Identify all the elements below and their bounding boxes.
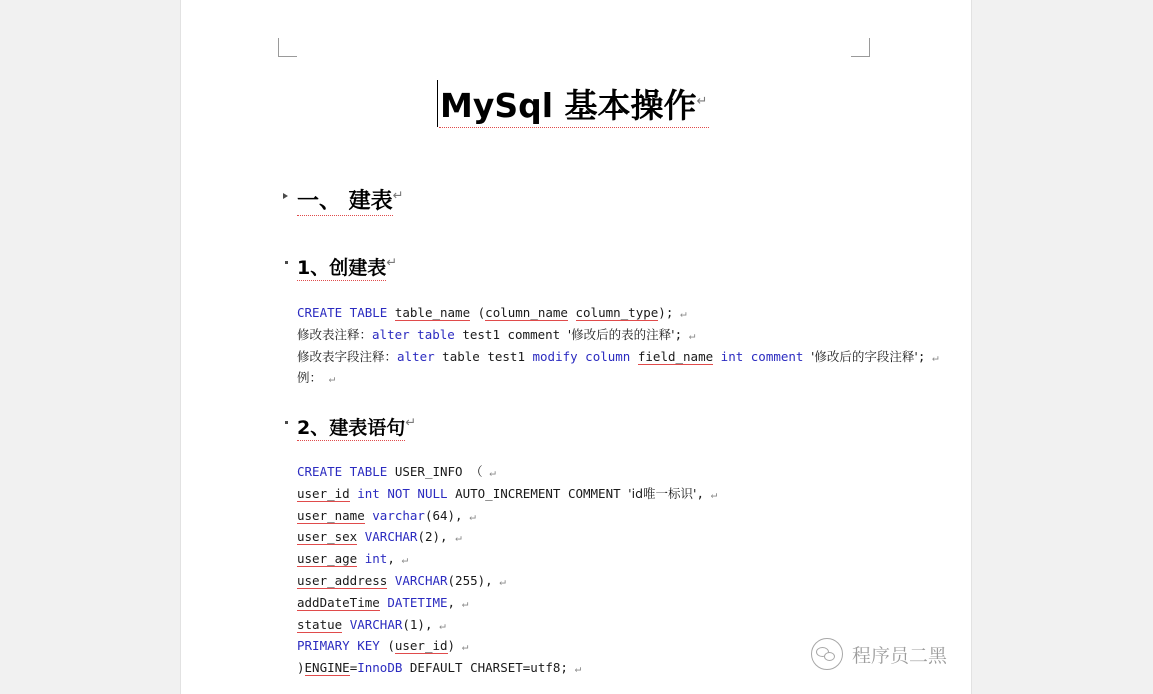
list-bullet-icon[interactable] [285,261,288,264]
code-token: field_name [637,348,714,364]
code-token: int [357,485,380,501]
code-line [297,303,939,325]
code-line [297,368,939,390]
code-token: '修改后的表的注释' [567,326,675,342]
code-token: CREATE TABLE [297,464,388,479]
code-token: NOT NULL [387,485,448,501]
code-line [297,506,717,528]
code-token: '修改后的字段注释' [811,348,918,364]
code-token: USER_INFO （ [387,464,483,479]
code-token: PRIMARY KEY [297,638,380,654]
code-token: ENGINE [304,660,350,676]
code-token: (1), [402,616,433,632]
code-line [297,615,717,637]
page-title [437,80,707,127]
paragraph-mark: ↵ [455,596,469,610]
code-token: CREATE TABLE [297,305,395,320]
code-token: column_type [575,305,659,320]
code-line [297,571,717,593]
code-token: test1 comment [454,326,568,342]
paragraph-mark: ↵ [392,187,404,203]
code-token: DEFAULT CHARSET=utf8; [402,660,568,676]
code-token [357,551,365,566]
collapse-triangle-icon[interactable] [283,193,288,199]
code-token: ( [379,638,395,654]
code-token [743,349,751,364]
code-token: , [696,485,704,501]
paragraph-mark: ↵ [696,93,708,108]
code-token: (255), [447,572,493,588]
code-token: ( [470,305,486,320]
code-line [297,593,717,615]
code-line [297,549,717,571]
code-block-user-info-table [297,462,717,680]
paragraph-mark: ↵ [394,553,409,567]
code-token: ; [674,326,683,342]
paragraph-mark: ↵ [386,254,398,270]
code-block-create-table [297,303,939,390]
code-token: user_age [297,551,358,567]
title-spellcheck-underline [439,124,709,128]
margin-mark-top-left [278,38,297,57]
document-page [181,0,971,694]
code-line [297,347,939,369]
heading-subsection-1-2[interactable] [297,413,416,440]
paragraph-mark: ↵ [673,307,687,320]
code-token: statue [297,616,343,632]
watermark [811,638,947,670]
code-token: alter [397,348,435,364]
code-line [297,462,717,484]
paragraph-mark: ↵ [455,640,469,654]
code-token: user_sex [297,529,358,545]
heading-subsection-1-2-text: 2、建表语句 [297,417,406,439]
code-token: comment [750,348,804,364]
code-token: (2), [417,529,456,545]
code-token: , [447,594,456,610]
code-token [713,349,721,364]
code-token [568,305,576,320]
code-token [342,617,350,632]
paragraph-mark: ↵ [703,487,718,501]
paragraph-mark: ↵ [322,372,336,386]
paragraph-mark: ↵ [462,509,476,523]
paragraph-mark: ↵ [567,662,582,676]
paragraph-mark: ↵ [432,618,446,632]
code-token: user_address [297,572,388,588]
code-token: VARCHAR [349,616,403,632]
code-token: = [349,660,358,676]
paragraph-mark: ↵ [925,350,939,364]
code-token: user_id [394,638,448,654]
code-token: , [387,551,395,567]
code-token: 'id唯一标识' [628,485,697,501]
code-token: 修改表注释： [297,326,373,342]
code-line [297,636,717,658]
code-token: 例： [297,370,323,386]
heading-section-1-text: 一、 建表 [297,189,393,214]
paragraph-mark: ↵ [682,328,696,342]
margin-mark-top-right [851,38,870,57]
code-token: AUTO_INCREMENT COMMENT [447,485,629,501]
code-token: alter table [372,326,455,342]
paragraph-mark: ↵ [405,414,417,430]
code-token: ; [917,348,926,364]
code-token: VARCHAR [364,529,418,545]
code-token: user_name [297,507,365,523]
code-token: ) [297,660,305,676]
code-token [357,529,365,544]
code-token: VARCHAR [394,572,448,588]
code-token: varchar [372,507,425,523]
heading-subsection-1-1[interactable] [297,253,397,280]
code-token: modify [532,348,578,364]
code-token: table test1 [434,348,533,364]
paragraph-mark: ↵ [482,466,496,479]
code-token: int [364,551,388,567]
code-token: int [720,348,744,364]
code-token: DATETIME [387,594,448,610]
code-token: user_id [297,485,350,501]
code-line [297,527,717,549]
code-token [387,573,395,588]
watermark-label: 程序员二黑 [851,644,947,667]
paragraph-mark: ↵ [492,574,506,588]
code-token: ) [447,638,456,654]
code-token: InnoDB [357,660,403,676]
code-token: column_name [485,305,568,320]
page-title-text: MySql 基本操作 [440,86,697,125]
code-line [297,658,717,680]
code-token: ); [658,305,674,320]
code-token: column [577,348,638,364]
paragraph-mark: ↵ [455,531,462,545]
code-line [297,484,717,506]
code-line [297,325,939,347]
code-token: addDateTime [297,594,380,610]
code-token: table_name [394,305,471,320]
code-token [803,349,811,364]
code-token: 修改表字段注释： [297,348,398,364]
code-token: (64), [424,507,463,523]
wechat-icon [811,638,843,670]
heading-subsection-1-1-text: 1、创建表 [297,257,387,279]
list-bullet-icon[interactable] [285,421,288,424]
heading-section-1[interactable] [297,184,404,215]
